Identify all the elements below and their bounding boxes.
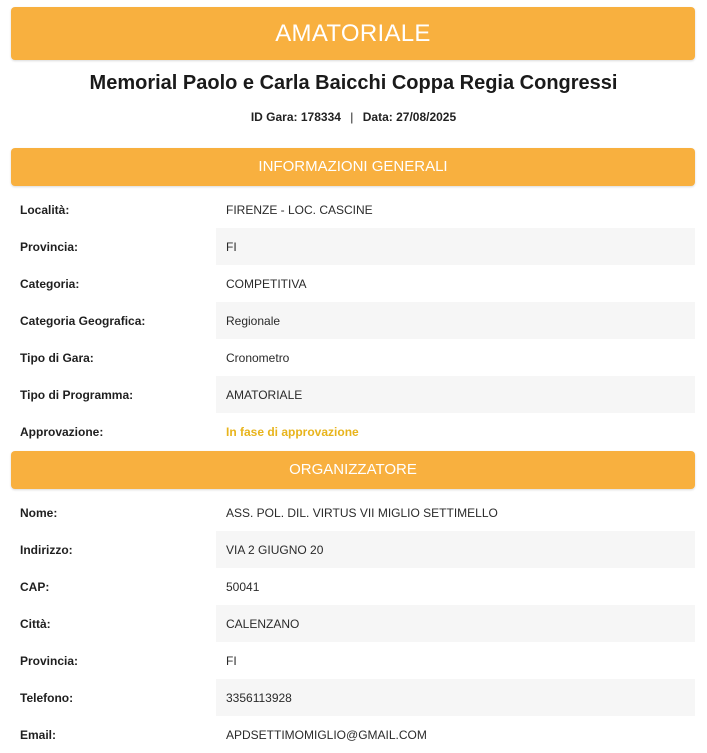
table-row — [11, 376, 695, 413]
race-meta — [0, 110, 707, 124]
row-label: Tipo di Programma: — [11, 376, 216, 413]
row-value: FI — [216, 642, 695, 679]
table-row — [11, 531, 695, 568]
table-row — [11, 642, 695, 679]
row-value: COMPETITIVA — [216, 265, 695, 302]
organizer-heading — [11, 451, 695, 489]
table-row — [11, 302, 695, 339]
row-label: Telefono: — [11, 679, 216, 716]
general-info-heading — [11, 148, 695, 186]
row-label: Email: — [11, 716, 216, 753]
program-banner — [11, 7, 695, 60]
table-row — [11, 716, 695, 753]
row-label: Provincia: — [11, 642, 216, 679]
race-date-value: 27/08/2025 — [396, 110, 457, 124]
table-row — [11, 228, 695, 265]
row-label: Località: — [11, 191, 216, 228]
race-id-value: 178334 — [300, 110, 341, 124]
table-row — [11, 605, 695, 642]
row-value: FI — [216, 228, 695, 265]
row-value: CALENZANO — [216, 605, 695, 642]
table-row — [11, 494, 695, 531]
row-label: Tipo di Gara: — [11, 339, 216, 376]
row-value: ASS. POL. DIL. VIRTUS VII MIGLIO SETTIMELLO — [216, 494, 695, 531]
table-row — [11, 679, 695, 716]
meta-separator: | — [350, 110, 354, 124]
row-label: Categoria: — [11, 265, 216, 302]
general-info-heading-label: INFORMAZIONI GENERALI — [258, 158, 448, 175]
row-label: Approvazione: — [11, 413, 216, 450]
row-label: Indirizzo: — [11, 531, 216, 568]
race-id-label: ID Gara: — [250, 110, 298, 124]
program-label: AMATORIALE — [275, 20, 431, 47]
table-row — [11, 568, 695, 605]
row-value: Cronometro — [216, 339, 695, 376]
table-row — [11, 339, 695, 376]
table-row — [11, 265, 695, 302]
approval-status-cell — [216, 413, 695, 450]
row-label: Provincia: — [11, 228, 216, 265]
row-value: VIA 2 GIUGNO 20 — [216, 531, 695, 568]
table-row — [11, 191, 695, 228]
organizer-table — [11, 494, 695, 753]
row-label: Nome: — [11, 494, 216, 531]
race-title: Memorial Paolo e Carla Baicchi Coppa Regia Congressi — [89, 72, 618, 94]
row-value: FIRENZE - LOC. CASCINE — [216, 191, 695, 228]
row-label: Città: — [11, 605, 216, 642]
row-value: AMATORIALE — [216, 376, 695, 413]
general-info-table — [11, 191, 695, 450]
table-row — [11, 413, 695, 450]
approval-status: In fase di approvazione — [226, 424, 359, 439]
row-value: Regionale — [216, 302, 695, 339]
race-date-label: Data: — [362, 110, 393, 124]
organizer-heading-label: ORGANIZZATORE — [289, 461, 417, 478]
row-value: APDSETTIMOMIGLIO@GMAIL.COM — [216, 716, 695, 753]
row-label: CAP: — [11, 568, 216, 605]
row-label: Categoria Geografica: — [11, 302, 216, 339]
row-value: 50041 — [216, 568, 695, 605]
row-value: 3356113928 — [216, 679, 695, 716]
